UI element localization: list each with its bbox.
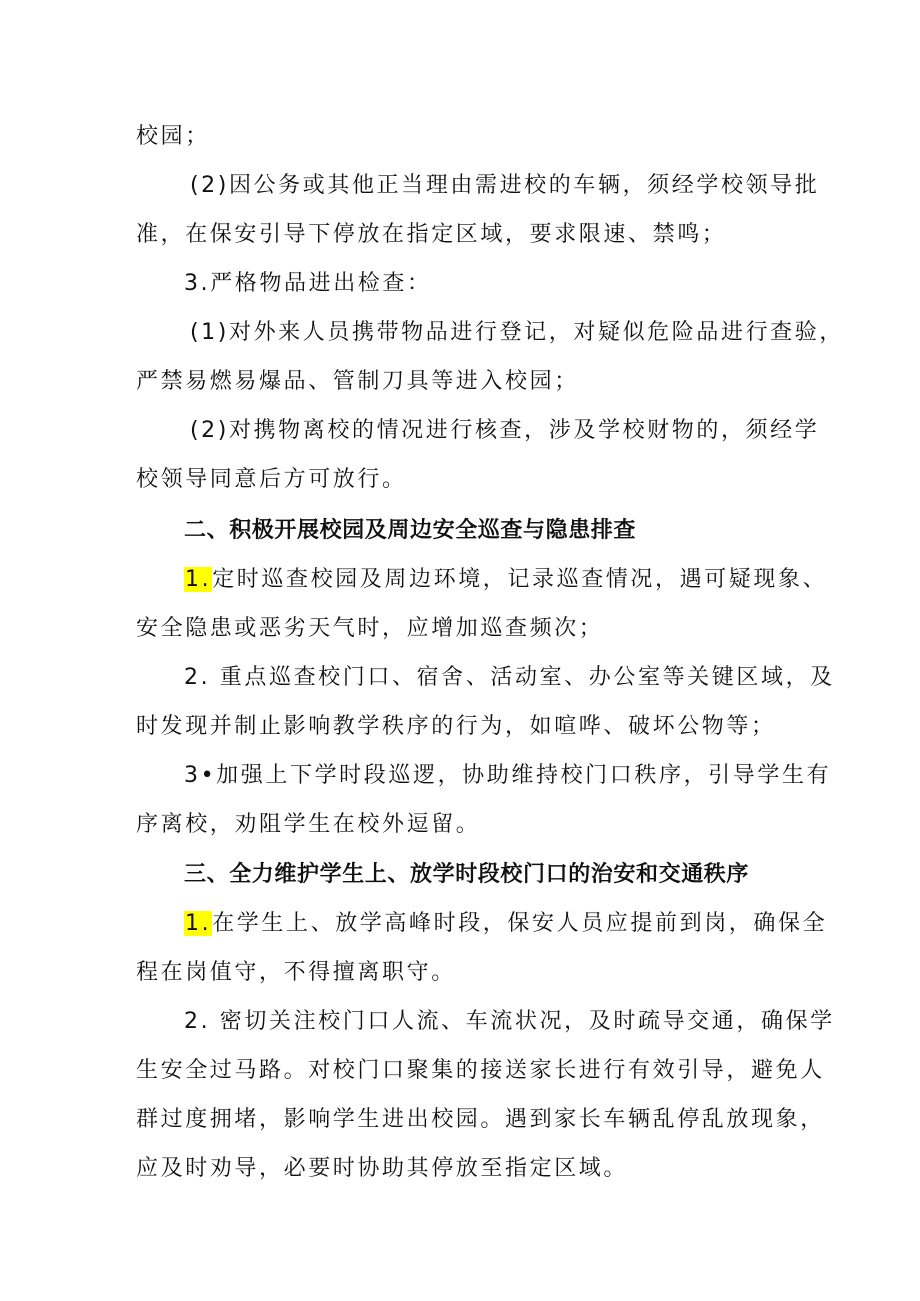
list-item: 2. 重点巡查校门口、宿舍、活动室、办公室等关键区域，及: [184, 665, 835, 690]
text-line: 安全隐患或恶劣天气时，应增加巡查频次；: [136, 616, 604, 641]
text-line: 准，在保安引导下停放在指定区域，要求限速、禁鸣；: [136, 222, 727, 247]
highlighted-number: 1.: [185, 911, 212, 936]
text-line: (2)因公务或其他正当理由需进校的车辆，须经学校领导批: [190, 173, 820, 198]
text-line: 生安全过马路。对校门口聚集的接送家长进行有效引导，避免人: [136, 1058, 825, 1083]
highlighted-number: 1.: [185, 567, 212, 592]
list-item-text: 定时巡查校园及周边环境，记录巡查情况，遇可疑现象、: [212, 567, 828, 592]
section-heading: 二、积极开展校园及周边安全巡查与隐患排查: [184, 518, 637, 543]
text-line: 序离校，劝阻学生在校外逗留。: [136, 812, 481, 837]
text-line: 严禁易燃易爆品、管制刀具等进入校园；: [136, 369, 579, 394]
text-line: 群过度拥堵，影响学生进出校园。遇到家长车辆乱停乱放现象，: [136, 1107, 825, 1132]
text-line: 校领导同意后方可放行。: [136, 467, 407, 492]
text-line: 程在岗值守，不得擅离职守。: [136, 960, 456, 985]
text-line: 校园；: [136, 124, 210, 149]
text-line: 3.严格物品进出检查：: [184, 271, 432, 296]
text-line: 时发现并制止影响教学秩序的行为，如喧哗、破坏公物等；: [136, 714, 776, 739]
list-item: [184, 565, 827, 595]
text-line: (1)对外来人员携带物品进行登记，对疑似危险品进行查验，: [190, 320, 844, 345]
list-item: 2. 密切关注校门口人流、车流状况，及时疏导交通，确保学: [184, 1009, 835, 1034]
list-item-text: 在学生上、放学高峰时段，保安人员应提前到岗，确保全: [212, 911, 828, 936]
text-line: 应及时劝导，必要时协助其停放至指定区域。: [136, 1156, 629, 1181]
section-heading: 三、全力维护学生上、放学时段校门口的治安和交通秩序: [184, 862, 750, 887]
list-item: 3•加强上下学时段巡逻，协助维持校门口秩序，引导学生有: [184, 763, 832, 788]
list-item: [184, 909, 827, 939]
text-line: (2)对携物离校的情况进行核查，涉及学校财物的，须经学: [190, 418, 820, 443]
